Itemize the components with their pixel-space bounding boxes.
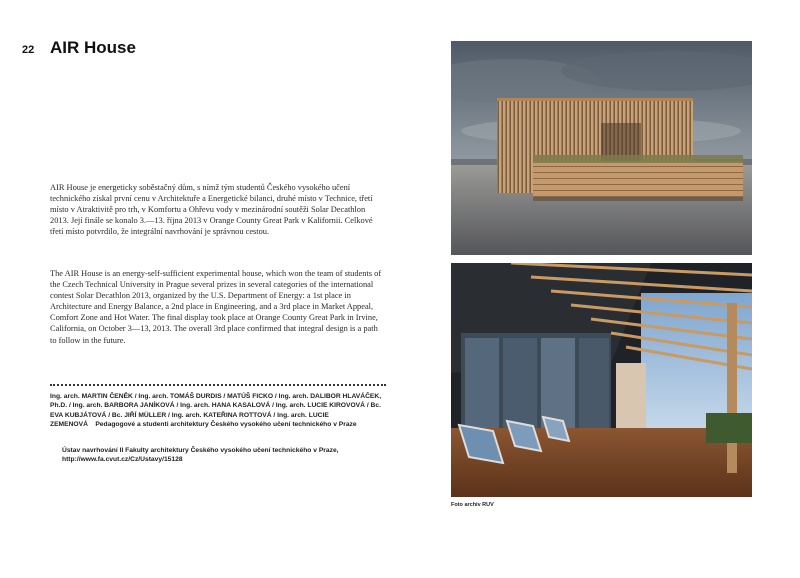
photo-terrace: [451, 263, 752, 497]
photo-exterior: [451, 41, 752, 255]
credits-institute: [62, 446, 392, 465]
paragraph-czech: AIR House je energeticky soběstačný dům, s nímž tým studentů Českého vysokého učení technického získal první cenu v Architektuře a Energetické bilanci, druhé místo v Technice, třetí místo v Atraktivitě pro trh, v Komfortu a Ohřevu vody v mezinárodní soutěži Solar Decathlon 2013. Její finále se konalo 3.—13. října 2013 v Orange County Great Park v Kalifornii. Celkové třetí místo potvrdilo, že integrální navrhování je správnou cestou.: [50, 183, 373, 237]
paragraph-english: The AIR House is an energy-self-sufficient experimental house, which won the team of students of the Czech Technical University in Prague several prizes in several categories of the international contest Solar Decathlon 2013, organized by the U.S. Department of Energy: a 1st place in Architecture and Energy Balance, a 2nd place in Engineering, and a 3rd place in Market Appeal, Comfort Zone and Hot Water. The final display took place at Orange County Great Park in Irvine, California, on October 3—13, 2013. The overall 3rd place confirmed that integral design is a path to follow in the future.: [50, 269, 382, 345]
institute-name: Ústav navrhování II Fakulty architektury Českého vysokého učení technického v Praze,: [62, 447, 339, 454]
page-number: 22: [22, 44, 35, 56]
photo-caption: Foto archiv RUV: [451, 502, 494, 508]
team-note: Pedagogové a studenti architektury Českého vysokého učení technického v Praze: [95, 421, 357, 429]
page-title: AIR House: [50, 38, 136, 57]
authors-list: Ing. arch. MARTIN ČENĚK / Ing. arch. TOMÁŠ DURDIS / MATÚŠ FICKO / Ing. arch. DALIBOR HLAVÁČEK, Ph.D. / Ing. arch. BARBORA JANÍKOVÁ / Ing. arch. HANA KASALOVÁ / Ing. arch. LUCIE KIROVOVÁ / Bc. EVA KUBJÁTOVÁ / Bc. JIŘÍ MÜLLER / Ing. arch. KATEŘINA ROTTOVÁ / Ing. arch. LUCIE ZEMENOVÁ: [50, 393, 382, 429]
dotted-divider: [50, 384, 386, 386]
institute-url: http://www.fa.cvut.cz/Cz/Ustavy/15128: [62, 456, 183, 464]
credits-authors: [50, 392, 390, 430]
